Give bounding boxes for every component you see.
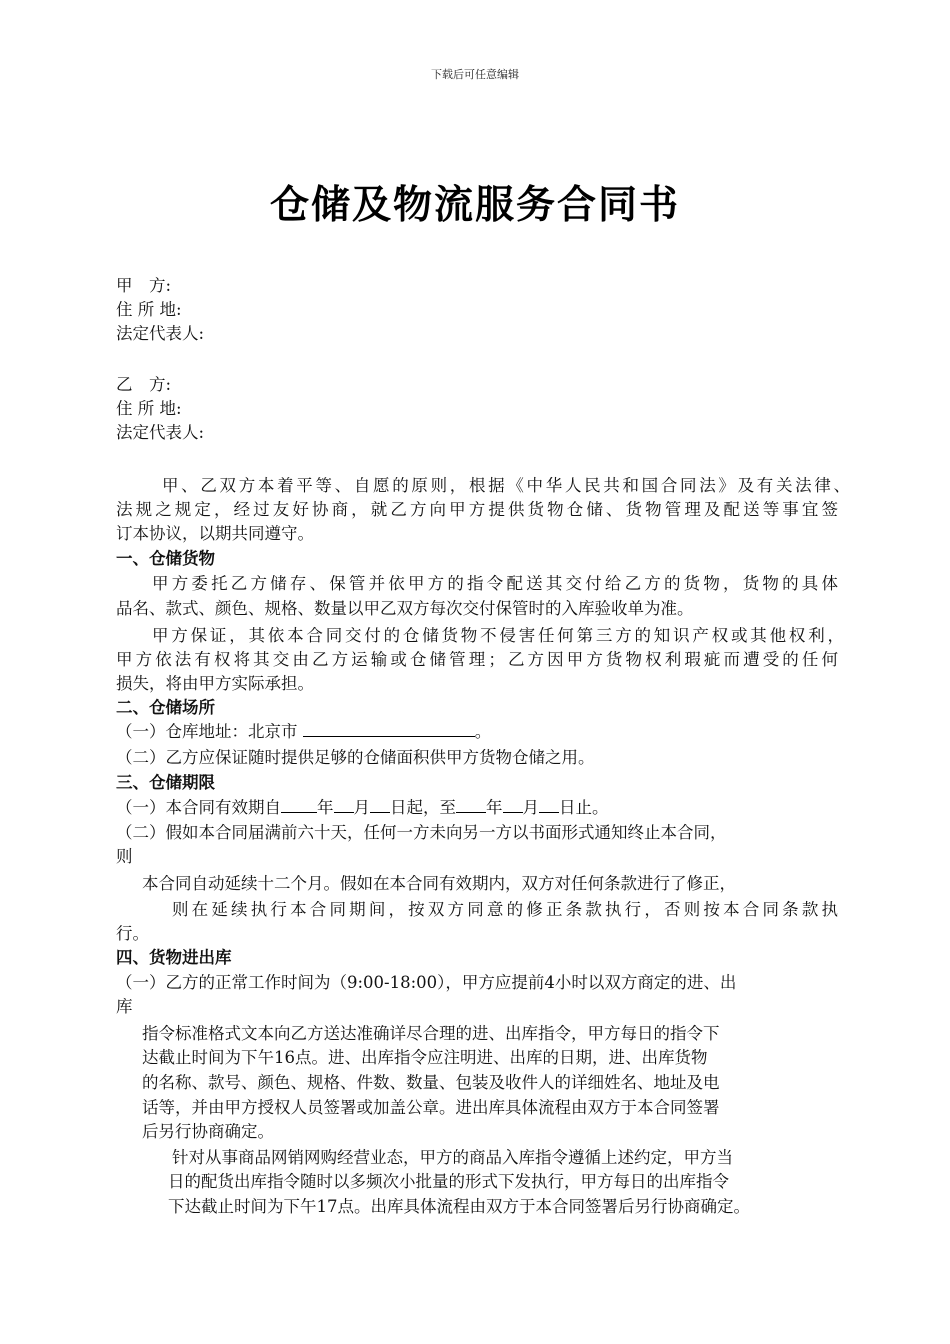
section4-line: 库 bbox=[116, 997, 133, 1016]
section4-line: 下达截止时间为下午17点。出库具体流程由双方于本合同签署后另行协商确定。 bbox=[168, 1197, 750, 1216]
term-dates-line bbox=[116, 796, 609, 820]
section4-line: （一）乙方的正常工作时间为（9:00-18:00），甲方应提前4小时以双方商定的进、出 bbox=[116, 973, 737, 992]
section4-line: 的名称、款号、颜色、规格、件数、数量、包装及收件人的详细姓名、地址及电 bbox=[142, 1073, 720, 1092]
preamble-line: 订本协议，以期共同遵守。 bbox=[116, 524, 314, 543]
warehouse-address-label: （一）仓库地址：北京市 bbox=[116, 722, 303, 741]
party-a-address-label: 住 所 地: bbox=[116, 300, 182, 319]
section-heading: 二、仓储场所 bbox=[116, 698, 215, 717]
start-day-blank bbox=[370, 796, 390, 813]
section2-item2: （二）乙方应保证随时提供足够的仓储面积供甲方货物仓储之用。 bbox=[116, 748, 595, 767]
section4-line: 话等，并由甲方授权人员签署或加盖公章。进出库具体流程由双方于本合同签署 bbox=[142, 1098, 720, 1117]
section-heading: 四、货物进出库 bbox=[116, 948, 232, 967]
section4-line: 针对从事商品网销网购经营业态，甲方的商品入库指令遵循上述约定，甲方当 bbox=[172, 1148, 733, 1167]
preamble-line: 法规之规定，经过友好协商，就乙方向甲方提供货物仓储、货物管理及配送等事宜签 bbox=[116, 500, 838, 519]
section4-line: 达截止时间为下午16点。进、出库指令应注明进、出库的日期，进、出库货物 bbox=[142, 1048, 708, 1067]
preamble-line: 甲、乙双方本着平等、自愿的原则，根据《中华人民共和国合同法》及有关法律、 bbox=[162, 476, 850, 495]
year-label: 年 bbox=[486, 798, 503, 817]
month-label: 月 bbox=[353, 798, 370, 817]
day-end-label: 日止。 bbox=[559, 798, 609, 817]
section1-line: 损失，将由甲方实际承担。 bbox=[116, 674, 314, 693]
end-year-blank bbox=[456, 796, 486, 813]
start-month-blank bbox=[334, 796, 354, 813]
end-month-blank bbox=[503, 796, 523, 813]
address-blank bbox=[303, 720, 475, 737]
section4-line: 日的配货出库指令随时以多频次小批量的形式下发执行，甲方每日的出库指令 bbox=[168, 1172, 729, 1191]
section4-line: 指令标准格式文本向乙方送达准确详尽合理的进、出库指令，甲方每日的指令下 bbox=[142, 1024, 720, 1043]
end-day-blank bbox=[539, 796, 559, 813]
section3-line: 行。 bbox=[116, 924, 149, 943]
month-label: 月 bbox=[522, 798, 539, 817]
section1-line: 甲方依法有权将其交由乙方运输或仓储管理；乙方因甲方货物权利瑕疵而遭受的任何 bbox=[116, 650, 838, 669]
party-a-name-label: 甲 方: bbox=[116, 276, 172, 295]
section1-line: 品名、款式、颜色、规格、数量以甲乙双方每次交付保管时的入库验收单为准。 bbox=[116, 599, 694, 618]
section-heading: 一、仓储货物 bbox=[116, 549, 215, 568]
section3-line: （二）假如本合同届满前六十天，任何一方未向另一方以书面形式通知终止本合同， bbox=[116, 823, 727, 842]
section4-line: 后另行协商确定。 bbox=[142, 1122, 274, 1141]
section3-line: 则在延续执行本合同期间，按双方同意的修正条款执行，否则按本合同条款执 bbox=[172, 900, 838, 919]
year-label: 年 bbox=[317, 798, 334, 817]
section1-line: 甲方保证，其依本合同交付的仓储货物不侵害任何第三方的知识产权或其他权利， bbox=[152, 626, 844, 645]
warehouse-address-line bbox=[116, 720, 491, 744]
warehouse-address-end: 。 bbox=[474, 722, 492, 741]
section3-line: 则 bbox=[116, 847, 133, 866]
party-b-name-label: 乙 方: bbox=[116, 375, 172, 394]
header-note: 下载后可任意编辑 bbox=[431, 68, 519, 81]
term-start-label: （一）本合同有效期自 bbox=[116, 798, 281, 817]
party-a-rep-label: 法定代表人: bbox=[116, 324, 205, 343]
party-b-rep-label: 法定代表人: bbox=[116, 423, 205, 442]
document-title: 仓储及物流服务合同书 bbox=[269, 182, 680, 228]
term-end-label: 日起，至 bbox=[390, 798, 456, 817]
section-heading: 三、仓储期限 bbox=[116, 773, 215, 792]
party-b-address-label: 住 所 地: bbox=[116, 399, 182, 418]
start-year-blank bbox=[281, 796, 317, 813]
section3-line: 本合同自动延续十二个月。假如在本合同有效期内，双方对任何条款进行了修正， bbox=[142, 874, 736, 893]
section1-line: 甲方委托乙方储存、保管并依甲方的指令配送其交付给乙方的货物，货物的具体 bbox=[152, 574, 838, 593]
